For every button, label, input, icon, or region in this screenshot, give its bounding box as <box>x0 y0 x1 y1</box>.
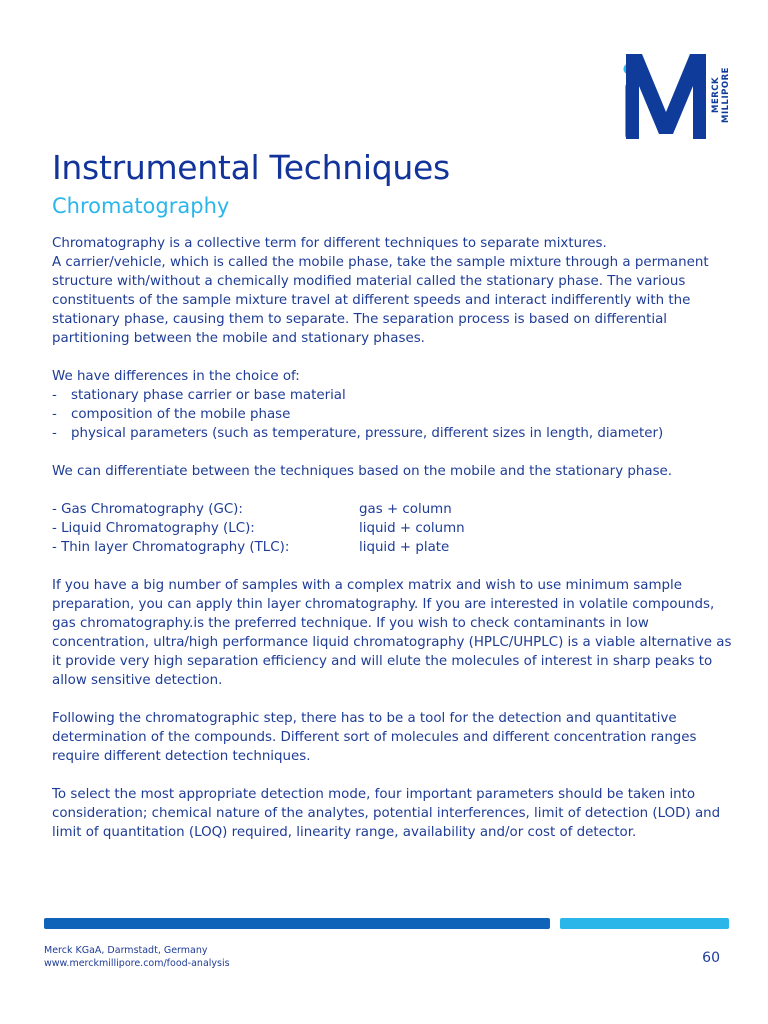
technique-row <box>52 519 732 538</box>
footer-bar-light <box>560 918 729 929</box>
list-item <box>52 405 732 424</box>
choice-intro: We have differences in the choice of: <box>52 369 300 384</box>
footer-company: Merck KGaA, Darmstadt, Germany <box>44 945 208 956</box>
select-paragraph: To select the most appropriate detection mode, four important parameters should be taken into consideration; chemical nature of the analytes, potential interferences, limit of detection (LOD) and limit of quantitation (LOQ) required, linearity range, availability and/or cost of detector. <box>52 787 721 840</box>
list-item-text: composition of the mobile phase <box>71 407 291 422</box>
technique-row <box>52 538 732 557</box>
page-title: Instrumental Techniques <box>52 148 450 187</box>
dash: - <box>52 426 57 441</box>
technique-phase: liquid + plate <box>359 540 450 555</box>
following-paragraph: Following the chromatographic step, there has to be a tool for the detection and quantitative determination of the compounds. Different sort of molecules and different concentration ranges require different detection techniques. <box>52 711 697 764</box>
dash: - <box>52 388 57 403</box>
samples-paragraph: If you have a big number of samples with a complex matrix and wish to use minimum sample preparation, you can apply thin layer chromatography. If you are interested in volatile compounds, gas chromatography.is the preferred technique. If you wish to check contaminants in low concentration, ultra/high performance liquid chromatography (HPLC/UHPLC) is a viable alternative as it provide very high separation efficiency and will elute the molecules of interest in sharp peaks to allow sensitive detection. <box>52 578 732 688</box>
technique-name: - Gas Chromatography (GC): <box>52 502 243 517</box>
technique-phase: liquid + column <box>359 521 465 536</box>
footer <box>44 944 230 970</box>
list-item <box>52 386 732 405</box>
footer-url[interactable]: www.merckmillipore.com/food-analysis <box>44 958 230 969</box>
differentiate-paragraph: We can differentiate between the techniques based on the mobile and the stationary phase. <box>52 464 673 479</box>
page-number: 60 <box>702 950 720 966</box>
list-item-text: stationary phase carrier or base material <box>71 388 346 403</box>
technique-name: - Liquid Chromatography (LC): <box>52 521 255 536</box>
technique-name: - Thin layer Chromatography (TLC): <box>52 540 290 555</box>
intro-paragraph-1: Chromatography is a collective term for different techniques to separate mixtures. <box>52 236 607 251</box>
dash: - <box>52 407 57 422</box>
brand-name: MERCK MILLIPORE <box>711 67 731 123</box>
intro-paragraph-2: A carrier/vehicle, which is called the mobile phase, take the sample mixture through a permanent structure with/without a chemically modified material called the stationary phase. The various constituents of the sample mixture travel at different speeds and interact indifferently with the stationary phase, causing them to separate. The separation process is based on differential partitioning between the mobile and stationary phases. <box>52 255 709 346</box>
page-subtitle: Chromatography <box>52 194 230 218</box>
list-item <box>52 424 732 443</box>
body-text <box>52 234 732 842</box>
list-item-text: physical parameters (such as temperature, pressure, different sizes in length, diameter) <box>71 426 664 441</box>
technique-phase: gas + column <box>359 502 452 517</box>
technique-row <box>52 500 732 519</box>
footer-bar-dark <box>44 918 550 929</box>
